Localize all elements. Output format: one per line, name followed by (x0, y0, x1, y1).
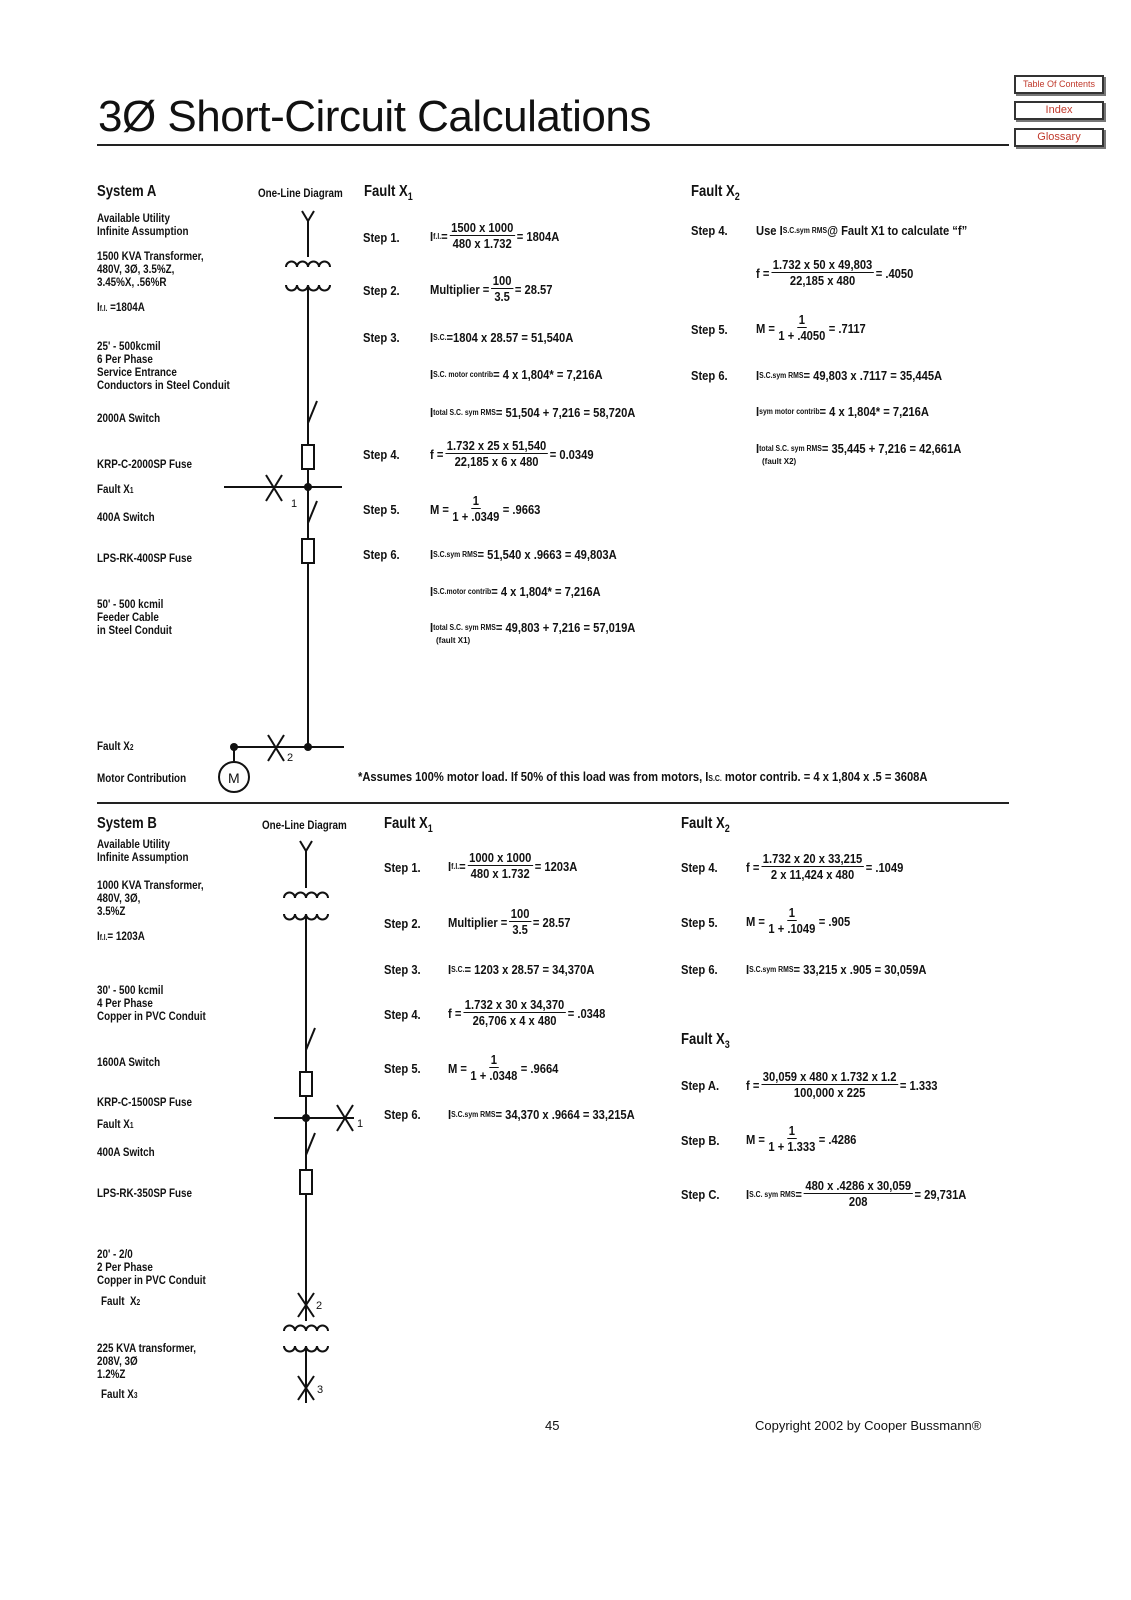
system-b-x2-step6-label: Step 6. (681, 962, 718, 977)
system-a-x1-step5-label: Step 5. (363, 502, 400, 517)
system-a-x2-step6-total: I total S.C. sym RMS = 35,445 + 7,216 = 42,661A (756, 441, 962, 456)
system-a-title: System A (97, 183, 157, 200)
system-a-x1-step6-motor: I S.C.motor contrib = 4 x 1,804* = 7,216A (430, 584, 601, 599)
system-a-fault-x2-heading: Fault $X_2$ (691, 183, 740, 204)
switch2-symbol (308, 501, 317, 523)
system-a-x1-step2-label: Step 2. (363, 283, 400, 298)
system-b-fuse2-label: LPS-RK-350SP Fuse (97, 1186, 192, 1200)
system-b-x3-stepB-eq: M = $\frac{1}{1 + 1.333}$ = .4286 (746, 1123, 857, 1154)
motor-letter: M (228, 770, 240, 786)
switch1-symbol (306, 1028, 315, 1050)
index-button[interactable]: Index (1014, 101, 1104, 120)
section-divider (97, 802, 1009, 804)
system-a-one-line-diagram (215, 205, 355, 800)
fault2-mark-number: 2 (287, 752, 294, 764)
system-b-x1-step4-label: Step 4. (384, 1007, 421, 1022)
utility-source-symbol (302, 211, 314, 221)
system-b-x1-step1-eq: I f.l. = $\frac{1000 x 1000}{480 x 1.732}$ = 1203A (448, 850, 578, 881)
system-b-transformer2-label: 225 KVA transformer, 208V, 3Ø 1.2%Z (97, 1341, 196, 1381)
system-b-x1-step6-eq: I S.C.sym RMS = 34,370 x .9664 = 33,215A (448, 1107, 635, 1122)
system-a-switch1-label: 2000A Switch (97, 411, 161, 425)
fuse2-symbol (300, 1170, 312, 1194)
transformer-primary-symbol (284, 893, 328, 899)
system-b-fault-x1-heading: Fault $X_1$ (384, 815, 433, 836)
system-b-x2-step5-eq: M = $\frac{1}{1 + .1049}$ = .905 (746, 905, 851, 936)
system-b-fault1-label: Fault X1 (97, 1117, 134, 1131)
system-a-motor-label: Motor Contribution (97, 771, 187, 785)
system-a-x2-step5-label: Step 5. (691, 322, 728, 337)
system-b-x2-step6-eq: I S.C.sym RMS = 33,215 x .905 = 30,059A (746, 962, 927, 977)
system-b-fault-x2-heading: Fault $X_2$ (681, 815, 730, 836)
system-a-x2-step6-sym: I S.C.sym RMS = 49,803 x .7117 = 35,445A (756, 368, 943, 383)
transformer-primary-symbol (286, 262, 330, 268)
system-b-x1-step3-label: Step 3. (384, 962, 421, 977)
fuse2-symbol (302, 539, 314, 563)
system-a-x2-step4-use: Use I S.C.sym RMS @ Fault X1 to calculate “f” (756, 223, 968, 238)
system-b-x2-step4-label: Step 4. (681, 860, 718, 875)
system-a-x1-step4-label: Step 4. (363, 447, 400, 462)
system-b-utility-label: Available Utility Infinite Assumption (97, 837, 189, 864)
table-of-contents-button[interactable]: Table Of Contents (1014, 75, 1104, 94)
system-b-x3-stepC-eq: I S.C. sym RMS = $\frac{480 x .4286 x 30,059}{208}$ = 29,731A (746, 1178, 967, 1209)
system-b-fault3-label: Fault X3 (101, 1387, 138, 1401)
system-a-fault-x1-heading: Fault $X_1$ (364, 183, 413, 204)
system-b-x1-step3-eq: I S.C. = 1203 x 28.57 = 34,370A (448, 962, 595, 977)
system-a-x1-step6-total: I total S.C. sym RMS = 49,803 + 7,216 = 57,019A (430, 620, 636, 635)
system-a-fault1-label: Fault X1 (97, 482, 134, 496)
system-a-diagram-label: One-Line Diagram (258, 186, 343, 200)
system-b-x1-step5-label: Step 5. (384, 1061, 421, 1076)
system-b-x1-step6-label: Step 6. (384, 1107, 421, 1122)
system-a-fuse1-label: KRP-C-2000SP Fuse (97, 457, 192, 471)
system-b-fault2-label: Fault X2 (101, 1294, 141, 1308)
system-b-ifl-label: If.l.= 1203A (97, 929, 145, 943)
fault2-mark-number: 2 (316, 1300, 323, 1312)
glossary-button[interactable]: Glossary (1014, 128, 1104, 147)
system-b-x1-step2-eq: Multiplier = $\frac{100}{3.5}$ = 28.57 (448, 906, 571, 937)
system-a-x1-step6-tag: (fault X1) (436, 636, 471, 645)
switch2-symbol (306, 1133, 315, 1155)
copyright: Copyright 2002 by Cooper Bussmann® (755, 1418, 982, 1433)
fault1-mark-number: 1 (291, 498, 298, 510)
system-b-x1-step1-label: Step 1. (384, 860, 421, 875)
system-b-transformer-label: 1000 KVA Transformer, 480V, 3Ø, 3.5%Z (97, 878, 204, 918)
fuse1-symbol (302, 445, 314, 469)
system-a-x1-step6-sym: I S.C.sym RMS = 51,540 x .9663 = 49,803A (430, 547, 617, 562)
system-a-x1-step4-eq: f = $\frac{1.732 x 25 x 51,540}{22,185 x 6 x 480}$ = 0.0349 (430, 438, 594, 469)
title-rule (97, 144, 1009, 146)
system-a-x1-step1-eq: I f.l. = $\frac{1500 x 1000}{480 x 1.732}$ = 1804A (430, 220, 560, 251)
system-a-x2-step4-eq: f = $\frac{1.732 x 50 x 49,803}{22,185 x 480}$ = .4050 (756, 257, 914, 288)
system-b-one-line-diagram (215, 835, 375, 1410)
system-a-x2-step4-label: Step 4. (691, 223, 728, 238)
system-a-footnote: *Assumes 100% motor load. If 50% of this load was from motors, IS.C. motor contrib. = 4 x 1,804 x .5 = 3608A (358, 769, 928, 784)
system-b-title: System B (97, 815, 157, 832)
system-a-fault2-label: Fault X2 (97, 739, 134, 753)
system-a-x1-step3-label: Step 3. (363, 330, 400, 345)
system-b-x1-step5-eq: M = $\frac{1}{1 + .0348}$ = .9664 (448, 1052, 559, 1083)
system-b-x2-step4-eq: f = $\frac{1.732 x 20 x 33,215}{2 x 11,424 x 480}$ = .1049 (746, 851, 904, 882)
system-b-feeder-label: 20' - 2/0 2 Per Phase Copper in PVC Conduit (97, 1247, 206, 1287)
system-b-x3-stepA-label: Step A. (681, 1078, 720, 1093)
system-b-x1-step2-label: Step 2. (384, 916, 421, 931)
system-a-ifl-label: If.l. =1804A (97, 300, 145, 314)
system-b-x3-stepB-label: Step B. (681, 1133, 720, 1148)
system-a-transformer-label: 1500 KVA Transformer, 480V, 3Ø, 3.5%Z, 3.45%X, .56%R (97, 249, 204, 289)
system-a-x1-step1-label: Step 1. (363, 230, 400, 245)
system-b-diagram-label: One-Line Diagram (262, 818, 347, 832)
system-a-x1-step3-total: I total S.C. sym RMS = 51,504 + 7,216 = 58,720A (430, 405, 636, 420)
transformer2-primary-symbol (284, 1326, 328, 1332)
system-b-fault-x3-heading: Fault $X_3$ (681, 1031, 730, 1052)
system-a-x1-step3-isc: I S.C. =1804 x 28.57 = 51,540A (430, 330, 574, 345)
utility-source-symbol (300, 841, 312, 851)
system-b-conductor-label: 30' - 500 kcmil 4 Per Phase Copper in PVC Conduit (97, 983, 206, 1023)
system-b-x2-step5-label: Step 5. (681, 915, 718, 930)
fault1-mark-number: 1 (357, 1118, 364, 1130)
system-a-x1-step6-label: Step 6. (363, 547, 400, 562)
system-a-utility-label: Available Utility Infinite Assumption (97, 211, 189, 238)
fault3-mark-number: 3 (317, 1384, 324, 1396)
system-b-switch1-label: 1600A Switch (97, 1055, 161, 1069)
system-a-switch2-label: 400A Switch (97, 510, 155, 524)
fuse1-symbol (300, 1072, 312, 1096)
page-number: 45 (545, 1418, 560, 1433)
system-a-x2-step6-label: Step 6. (691, 368, 728, 383)
page-title: 3Ø Short-Circuit Calculations (98, 92, 651, 141)
system-b-x3-stepA-eq: f = $\frac{30,059 x 480 x 1.732 x 1.2}{100,000 x 225}$ = 1.333 (746, 1069, 938, 1100)
system-a-conductor-label: 25' - 500kcmil 6 Per Phase Service Entrance Conductors in Steel Conduit (97, 339, 230, 392)
system-a-feeder-label: 50' - 500 kcmil Feeder Cable in Steel Conduit (97, 597, 172, 637)
system-a-x1-step5-eq: M = $\frac{1}{1 + .0349}$ = .9663 (430, 493, 541, 524)
system-a-x2-step5-eq: M = $\frac{1}{1 + .4050}$ = .7117 (756, 312, 866, 343)
system-b-x3-stepC-label: Step C. (681, 1187, 720, 1202)
system-b-x1-step4-eq: f = $\frac{1.732 x 30 x 34,370}{26,706 x 4 x 480}$ = .0348 (448, 997, 606, 1028)
system-a-x1-step3-motor: I S.C. motor contrib = 4 x 1,804* = 7,216A (430, 367, 603, 382)
system-a-x2-step6-tag: (fault X2) (762, 457, 797, 466)
system-a-x1-step2-eq: Multiplier = $\frac{100}{3.5}$ = 28.57 (430, 273, 553, 304)
system-b-switch2-label: 400A Switch (97, 1145, 155, 1159)
system-b-fuse1-label: KRP-C-1500SP Fuse (97, 1095, 192, 1109)
system-a-fuse2-label: LPS-RK-400SP Fuse (97, 551, 192, 565)
system-a-x2-step6-motor: I sym motor contrib = 4 x 1,804* = 7,216A (756, 404, 929, 419)
switch1-symbol (308, 401, 317, 423)
